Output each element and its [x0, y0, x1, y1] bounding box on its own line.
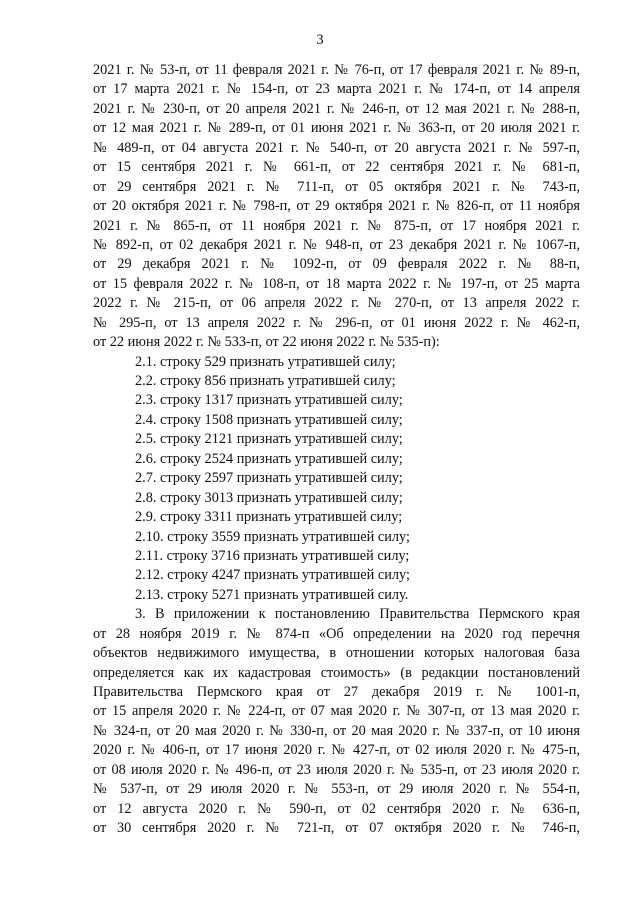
paragraph-line-indented: 2.5. строку 2121 признать утратившей силу; — [135, 431, 403, 448]
paragraph-line: от 12 мая 2021 г. № 289-п, от 01 июня 2021 г. № 363-п, от 20 июля 2021 г. — [93, 120, 580, 137]
paragraph-line-indented: 2.4. строку 1508 признать утратившей силу; — [135, 411, 403, 428]
paragraph-line: от 22 июня 2022 г. № 533-п, от 22 июня 2022 г. № 535-п): — [93, 334, 440, 351]
paragraph-line: 2020 г. № 406-п, от 17 июня 2020 г. № 427-п, от 02 июля 2020 г. № 475-п, — [93, 742, 580, 759]
paragraph-line: 2021 г. № 865-п, от 11 ноября 2021 г. № 875-п, от 17 ноября 2021 г. — [93, 217, 580, 234]
paragraph-line: Правительства Пермского края от 27 декабря 2019 г. № 1001-п, — [93, 684, 580, 700]
paragraph-line: от 17 марта 2021 г. № 154-п, от 23 марта 2021 г. № 174-п, от 14 апреля — [93, 81, 580, 98]
paragraph-line: от 15 сентября 2021 г. № 661-п, от 22 сентября 2021 г. № 681-п, — [93, 159, 580, 176]
paragraph-line: от 20 октября 2021 г. № 798-п, от 29 октября 2021 г. № 826-п, от 11 ноября — [93, 198, 580, 215]
paragraph-line-indented: 2.6. строку 2524 признать утратившей силу; — [135, 450, 403, 467]
paragraph-line: объектов недвижимого имущества, в отношении которых налоговая база — [93, 645, 580, 662]
paragraph-line-indented: 2.7. строку 2597 признать утратившей силу; — [135, 470, 403, 487]
paragraph-line: от 30 сентября 2020 г. № 721-п, от 07 октября 2020 г. № 746-п, — [93, 820, 580, 837]
paragraph-line: № 537-п, от 29 июля 2020 г. № 553-п, от 29 июля 2020 г. № 554-п, — [93, 781, 580, 798]
paragraph-line: от 29 декабря 2021 г. № 1092-п, от 09 февраля 2022 г. № 88-п, — [93, 256, 580, 273]
paragraph-line-indented: 2.9. строку 3311 признать утратившей силу; — [135, 509, 403, 526]
paragraph-line-indented: 2.8. строку 3013 признать утратившей силу; — [135, 489, 403, 506]
paragraph-line: от 15 апреля 2020 г. № 224-п, от 07 мая 2020 г. № 307-п, от 13 мая 2020 г. — [93, 703, 580, 720]
paragraph-line: № 892-п, от 02 декабря 2021 г. № 948-п, от 23 декабря 2021 г. № 1067-п, — [93, 236, 580, 253]
paragraph-line-indented: 2.1. строку 529 признать утратившей силу; — [135, 353, 396, 370]
paragraph-line: от 29 сентября 2021 г. № 711-п, от 05 октября 2021 г. № 743-п, — [93, 178, 580, 195]
document-body — [93, 61, 580, 839]
paragraph-line-indented: 2.11. строку 3716 признать утратившей силу; — [135, 547, 410, 564]
paragraph-line: 2022 г. № 215-п, от 06 апреля 2022 г. № 270-п, от 13 апреля 2022 г. — [93, 295, 580, 312]
paragraph-line: от 08 июля 2020 г. № 496-п, от 23 июля 2020 г. № 535-п, от 23 июля 2020 г. — [93, 761, 580, 778]
paragraph-line-indented: 3. В приложении к постановлению Правительства Пермского края — [135, 606, 580, 623]
paragraph-line-indented: 2.12. строку 4247 признать утратившей силу; — [135, 567, 410, 584]
paragraph-line: 2021 г. № 53-п, от 11 февраля 2021 г. № 76-п, от 17 февраля 2021 г. № 89-п, — [93, 62, 580, 78]
paragraph-line: определяется как их кадастровая стоимость» (в редакции постановлений — [93, 664, 580, 681]
paragraph-line: от 28 ноября 2019 г. № 874-п «Об определении на 2020 год перечня — [93, 625, 580, 642]
paragraph-line-indented: 2.10. строку 3559 признать утратившей силу; — [135, 528, 410, 545]
paragraph-line-indented: 2.2. строку 856 признать утратившей силу; — [135, 373, 396, 389]
paragraph-line: от 15 февраля 2022 г. № 108-п, от 18 марта 2022 г. № 197-п, от 25 марта — [93, 275, 580, 292]
paragraph-line: № 295-п, от 13 апреля 2022 г. № 296-п, от 01 июня 2022 г. № 462-п, — [93, 314, 580, 331]
paragraph-line-indented: 2.13. строку 5271 признать утратившей силу. — [135, 586, 409, 603]
page-number: 3 — [316, 32, 324, 48]
paragraph-line: от 12 августа 2020 г. № 590-п, от 02 сентября 2020 г. № 636-п, — [93, 800, 580, 817]
paragraph-line: 2021 г. № 230-п, от 20 апреля 2021 г. № 246-п, от 12 мая 2021 г. № 288-п, — [93, 100, 580, 117]
paragraph-line: № 489-п, от 04 августа 2021 г. № 540-п, от 20 августа 2021 г. № 597-п, — [93, 139, 580, 156]
paragraph-line: № 324-п, от 20 мая 2020 г. № 330-п, от 20 мая 2020 г. № 337-п, от 10 июня — [93, 722, 580, 739]
paragraph-line-indented: 2.3. строку 1317 признать утратившей силу; — [135, 392, 403, 409]
